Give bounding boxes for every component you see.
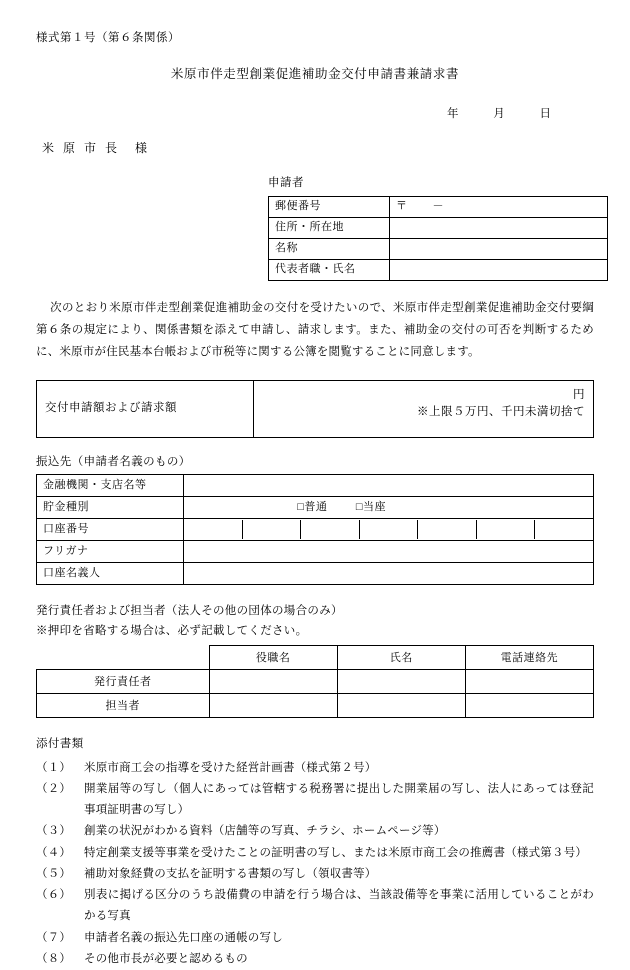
list-item [36, 779, 594, 822]
attachment-number: （１） [36, 761, 72, 774]
responsible-table [36, 645, 594, 718]
account-digit-cell[interactable] [535, 520, 593, 539]
bank-section-title: 振込先（申請者名義のもの） [36, 455, 191, 468]
attachment-text: その他市長が必要と認めるもの [84, 952, 248, 965]
postal-mark: 〒 [396, 200, 407, 213]
attachment-number: （３） [36, 825, 72, 838]
attachments-list [36, 758, 594, 970]
applicant-table [268, 196, 608, 281]
body-paragraph [36, 297, 594, 364]
cell-contact-name[interactable] [337, 694, 465, 718]
form-number: 様式第１号（第６条関係） [36, 32, 180, 44]
table-row [37, 563, 594, 585]
amount-value-cell[interactable] [254, 380, 594, 437]
attachment-number: （４） [36, 846, 72, 859]
table-row [37, 519, 594, 541]
applicant-value-address[interactable] [390, 217, 608, 238]
date-line [36, 106, 594, 123]
applicant-value-name[interactable] [390, 238, 608, 259]
account-digit-cell[interactable] [477, 520, 536, 539]
account-digit-cell[interactable] [301, 520, 360, 539]
attachment-text: 創業の状況がわかる資料（店舗等の写真、チラシ、ホームページ等） [84, 825, 446, 838]
body-paragraph-text: 次のとおり米原市伴走型創業促進補助金の交付を受けたいので、米原市伴走型創業促進補助金交付要綱第６条の規定により、関係書類を添えて申請し、請求します。また、補助金の交付の可否を判断するために、米原市が住民基本台帳および市税等に関する公簿を閲覧することに同意します。 [36, 301, 594, 359]
bank-value-type[interactable] [184, 497, 594, 519]
table-row [37, 541, 594, 563]
responsible-note-line: ※押印を省略する場合は、必ず記載してください。 [36, 625, 308, 638]
list-item [36, 758, 594, 779]
bank-label-type: 貯金種別 [37, 497, 184, 519]
date-year: 年 [447, 108, 460, 120]
bank-value-holder[interactable] [184, 563, 594, 585]
postal-dash: － [432, 200, 444, 213]
column-header-phone: 電話連絡先 [465, 646, 593, 670]
account-digit-cell[interactable] [360, 520, 419, 539]
bank-value-furigana[interactable] [184, 541, 594, 563]
table-row [37, 646, 594, 670]
attachment-text: 開業届等の写し（個人にあっては管轄する税務署に提出した開業届の写し、法人にあっては登記事項証明書の写し） [84, 782, 594, 817]
checkbox-futsu[interactable]: □普通 [297, 501, 328, 514]
date-day: 日 [539, 108, 552, 120]
addressee: 米 原 市 長 様 [42, 141, 151, 156]
attachment-text: 申請者名義の振込先口座の通帳の写し [84, 931, 283, 944]
amount-table [36, 380, 594, 438]
applicant-label-postal: 郵便番号 [269, 196, 390, 217]
attachment-number: （２） [36, 782, 72, 795]
cell-contact-position[interactable] [209, 694, 337, 718]
table-row [37, 475, 594, 497]
bank-label-institution: 金融機関・支店名等 [37, 475, 184, 497]
bank-table [36, 474, 594, 585]
attachment-text: 別表に掲げる区分のうち設備費の申請を行う場合は、当該設備等を事業に活用していることがわかる写真 [84, 889, 594, 923]
table-row [269, 217, 608, 238]
attachment-number: （５） [36, 867, 72, 880]
applicant-value-rep[interactable] [390, 259, 608, 280]
account-number-grid[interactable] [184, 520, 593, 539]
account-digit-cell[interactable] [418, 520, 477, 539]
amount-unit: 円 [573, 388, 585, 401]
bank-value-institution[interactable] [184, 475, 594, 497]
table-row [37, 380, 594, 437]
bank-value-account-number[interactable] [184, 519, 594, 541]
list-item [36, 928, 594, 949]
attachment-text: 補助対象経費の支払を証明する書類の写し（領収書等） [84, 867, 377, 880]
table-row [37, 670, 594, 694]
responsible-table-corner [37, 646, 210, 670]
row-label-contact: 担当者 [37, 694, 210, 718]
cell-issuer-position[interactable] [209, 670, 337, 694]
applicant-label-rep: 代表者職・氏名 [269, 259, 390, 280]
row-label-issuer: 発行責任者 [37, 670, 210, 694]
attachment-number: （７） [36, 931, 72, 944]
bank-label-account-number: 口座番号 [37, 519, 184, 541]
attachment-text: 特定創業支援等事業を受けたことの証明書の写し、または米原市商工会の推薦書（様式第３号） [84, 846, 588, 859]
date-month: 月 [493, 108, 506, 120]
cell-issuer-phone[interactable] [465, 670, 593, 694]
amount-note: ※上限５万円、千円未満切捨て [417, 406, 585, 419]
applicant-label-address: 住所・所在地 [269, 217, 390, 238]
document-title: 米原市伴走型創業促進補助金交付申請書兼請求書 [170, 67, 460, 82]
applicant-heading: 申請者 [268, 177, 304, 190]
list-item [36, 843, 594, 864]
table-row [269, 238, 608, 259]
table-row [37, 497, 594, 519]
list-item [36, 885, 594, 928]
column-header-name: 氏名 [337, 646, 465, 670]
account-digit-cell[interactable] [243, 520, 302, 539]
applicant-label-name: 名称 [269, 238, 390, 259]
list-item [36, 949, 594, 970]
bank-label-furigana: フリガナ [37, 541, 184, 563]
attachments-title: 添付書類 [36, 738, 84, 751]
attachment-text: 米原市商工会の指導を受けた経営計画書（様式第２号） [84, 761, 377, 774]
amount-label: 交付申請額および請求額 [37, 380, 254, 437]
attachment-number: （６） [36, 889, 72, 902]
list-item [36, 821, 594, 842]
checkbox-touza[interactable]: □当座 [355, 501, 387, 514]
cell-contact-phone[interactable] [465, 694, 593, 718]
table-row [269, 259, 608, 280]
attachment-number: （８） [36, 952, 72, 965]
table-row [269, 196, 608, 217]
table-row [37, 694, 594, 718]
list-item [36, 864, 594, 885]
bank-label-holder: 口座名義人 [37, 563, 184, 585]
column-header-position: 役職名 [209, 646, 337, 670]
cell-issuer-name[interactable] [337, 670, 465, 694]
account-digit-cell[interactable] [184, 520, 243, 539]
responsible-section-title [36, 601, 594, 641]
applicant-block [268, 175, 608, 280]
applicant-value-postal[interactable] [390, 196, 608, 217]
responsible-title-line: 発行責任者および担当者（法人その他の団体の場合のみ） [36, 605, 343, 618]
